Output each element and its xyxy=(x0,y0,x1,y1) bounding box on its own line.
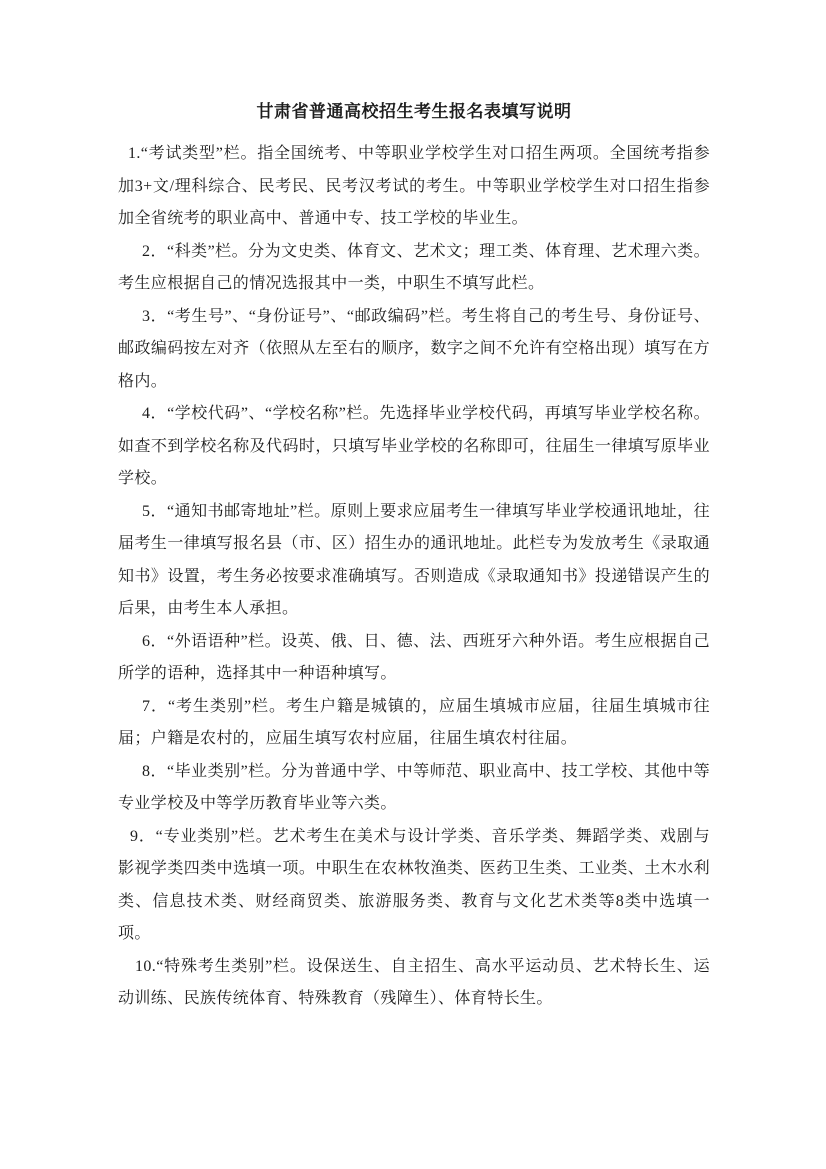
instruction-paragraph-1: 1.“考试类型”栏。指全国统考、中等职业学校学生对口招生两项。全国统考指参加3+文/理科综合、民考民、民考汉考试的考生。中等职业学校学生对口招生指参加全省统考的职业高中、普通中专、技工学校的毕业生。 xyxy=(118,145,710,227)
instruction-paragraph-6: 6．“外语语种”栏。设英、俄、日、德、法、西班牙六种外语。考生应根据自己所学的语种，选择其中一种语种填写。 xyxy=(118,632,710,682)
instruction-paragraph-4: 4．“学校代码”、“学校名称”栏。先选择毕业学校代码，再填写毕业学校名称。如查不到学校名称及代码时，只填写毕业学校的名称即可，往届生一律填写原毕业学校。 xyxy=(118,405,710,487)
instruction-paragraph-10: 10.“特殊考生类别”栏。设保送生、自主招生、高水平运动员、艺术特长生、运动训练、民族传统体育、特殊教育（残障生）、体育特长生。 xyxy=(118,957,710,1007)
instruction-paragraph-8: 8．“毕业类别”栏。分为普通中学、中等师范、职业高中、技工学校、其他中等专业学校及中等学历教育毕业等六类。 xyxy=(118,762,710,812)
page-title: 甘肃省普通高校招生考生报名表填写说明 xyxy=(256,102,572,121)
instruction-paragraph-3: 3．“考生号”、“身份证号”、“邮政编码”栏。考生将自己的考生号、身份证号、邮政编码按左对齐（依照从左至右的顺序，数字之间不允许有空格出现）填写在方格内。 xyxy=(118,307,710,390)
document-content xyxy=(118,99,710,1016)
instruction-paragraph-9: 9．“专业类别”栏。艺术考生在美术与设计学类、音乐学类、舞蹈学类、戏剧与影视学类四类中选填一项。中职生在农林牧渔类、医药卫生类、工业类、土木水利类、信息技术类、财经商贸类、旅游服务类、教育与文化艺术类等8类中选填一项。 xyxy=(118,827,710,942)
instruction-paragraph-2: 2．“科类”栏。分为文史类、体育文、艺术文；理工类、体育理、艺术理六类。考生应根据自己的情况选报其中一类，中职生不填写此栏。 xyxy=(118,242,710,292)
instruction-paragraph-7: 7．“考生类别”栏。考生户籍是城镇的，应届生填城市应届，往届生填城市往届；户籍是农村的，应届生填写农村应届，往届生填农村往届。 xyxy=(118,697,710,747)
instruction-paragraph-5: 5．“通知书邮寄地址”栏。原则上要求应届考生一律填写毕业学校通讯地址，往届考生一律填写报名县（市、区）招生办的通讯地址。此栏专为发放考生《录取通知书》设置，考生务必按要求准确填写。否则造成《录取通知书》投递错误产生的后果，由考生本人承担。 xyxy=(118,502,710,617)
